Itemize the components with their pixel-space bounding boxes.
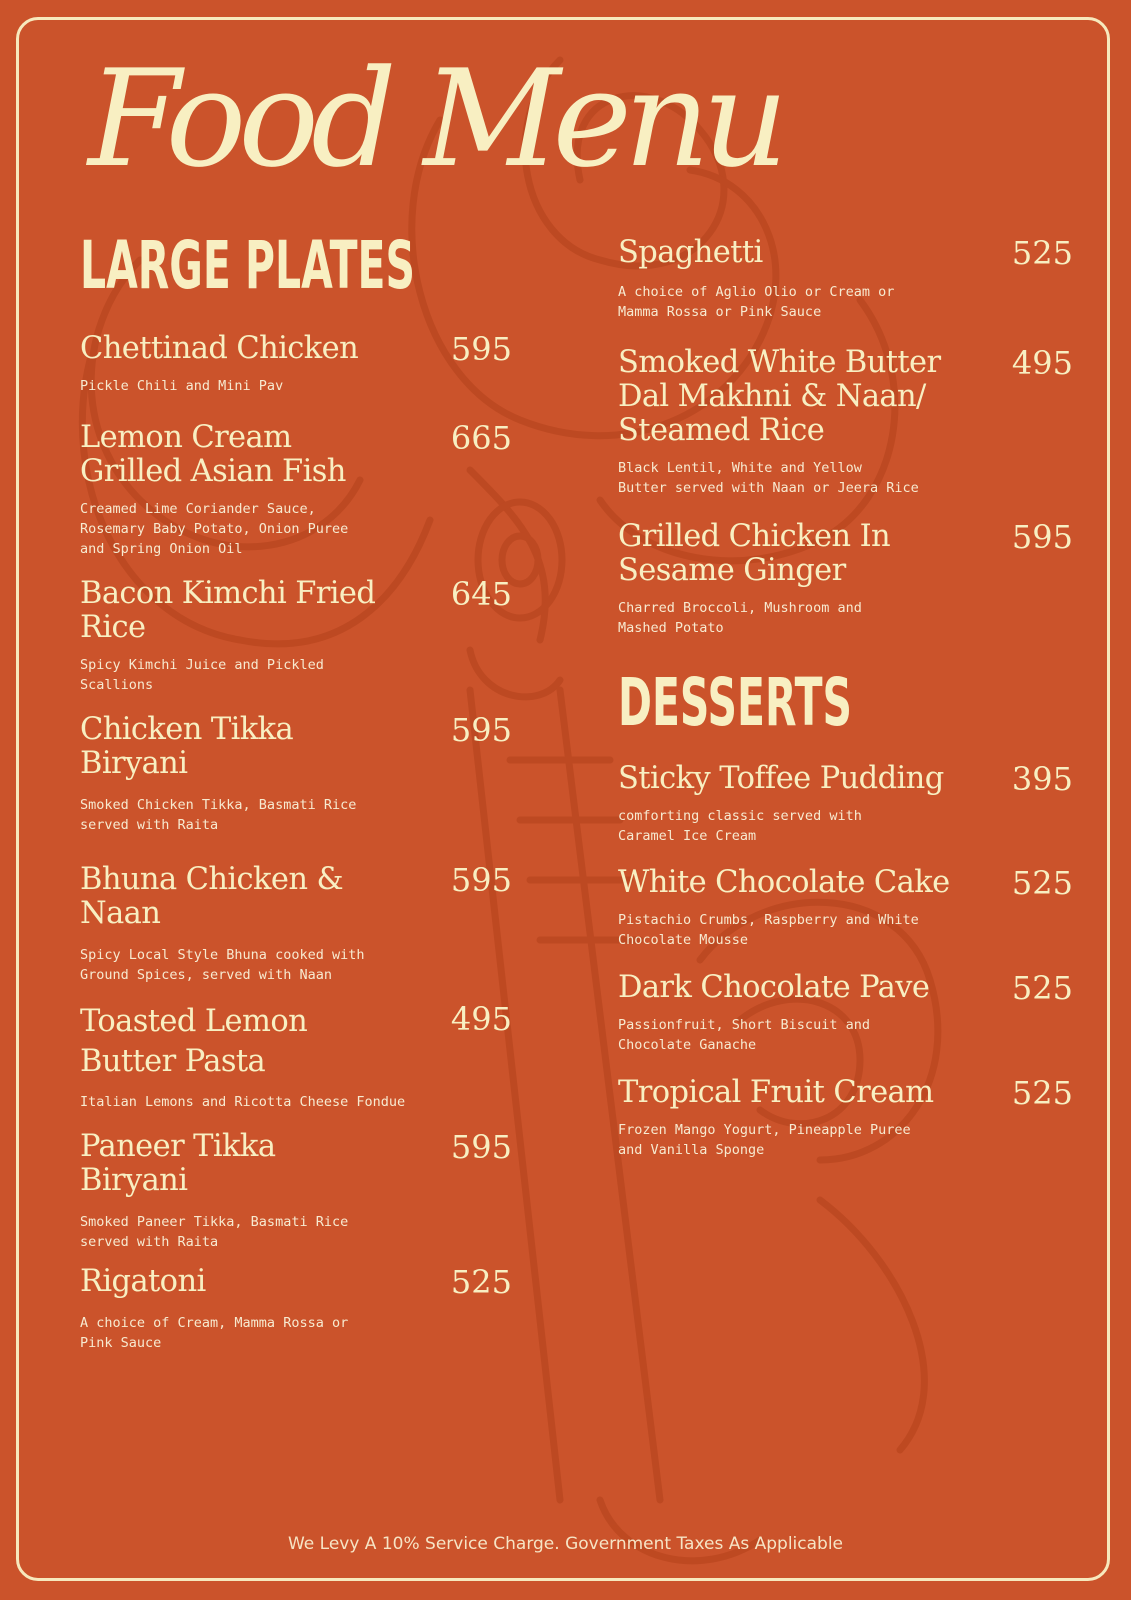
menu-item [618, 520, 1073, 638]
item-name: Tropical Fruit Cream [618, 1075, 934, 1110]
item-price: 645 [450, 575, 512, 613]
item-description: comforting classic served with Caramel Ice Cream [618, 808, 862, 844]
item-price: 525 [1011, 1074, 1073, 1112]
item-price: 595 [1011, 518, 1073, 556]
item-name: Lemon Cream Grilled Asian Fish [80, 420, 346, 489]
menu-item [80, 332, 512, 396]
item-name: Chicken Tikka Biryani [80, 712, 294, 781]
item-price: 665 [450, 419, 512, 457]
item-price: 595 [450, 330, 512, 368]
menu-item [80, 713, 512, 835]
dessert-item [618, 1076, 1073, 1160]
dessert-item [618, 866, 1073, 950]
menu-item [80, 1130, 512, 1252]
item-description: Italian Lemons and Ricotta Cheese Fondue [80, 1094, 406, 1110]
item-description: Spicy Local Style Bhuna cooked with Ground Spices, served with Naan [80, 947, 365, 983]
item-name: White Chocolate Cake [618, 865, 950, 900]
item-name: Toasted Lemon Butter Pasta [80, 1004, 308, 1079]
item-description: Pickle Chili and Mini Pav [80, 378, 284, 394]
large-plates-heading: LARGE PLATES [80, 227, 415, 304]
item-description: Smoked Paneer Tikka, Basmati Rice served with Raita [80, 1214, 349, 1250]
item-name: Grilled Chicken In Sesame Ginger [618, 519, 891, 588]
item-price: 395 [1011, 760, 1073, 798]
item-name: Bacon Kimchi Fried Rice [80, 576, 376, 645]
item-price: 495 [1011, 344, 1073, 382]
item-price: 525 [450, 1263, 512, 1301]
item-description: Creamed Lime Coriander Sauce, Rosemary Baby Potato, Onion Puree and Spring Onion Oil [80, 501, 349, 557]
item-price: 525 [1011, 969, 1073, 1007]
desserts-heading: DESSERTS [618, 664, 853, 741]
item-name: Bhuna Chicken & Naan [80, 862, 344, 931]
menu-item [80, 1265, 512, 1353]
item-price: 495 [450, 1000, 512, 1038]
item-description: A choice of Aglio Olio or Cream or Mamma Rossa or Pink Sauce [618, 284, 895, 320]
item-price: 595 [450, 711, 512, 749]
item-name: Chettinad Chicken [80, 331, 359, 366]
item-price: 595 [450, 861, 512, 899]
item-price: 525 [1011, 234, 1073, 272]
menu-item [80, 863, 512, 985]
item-description: Spicy Kimchi Juice and Pickled Scallions [80, 657, 324, 693]
item-description: Pistachio Crumbs, Raspberry and White Chocolate Mousse [618, 912, 919, 948]
menu-title: Food Menu [88, 41, 781, 197]
item-price: 525 [1011, 864, 1073, 902]
menu-item [618, 346, 1073, 498]
item-description: Smoked Chicken Tikka, Basmati Rice served with Raita [80, 797, 357, 833]
item-name: Rigatoni [80, 1264, 206, 1299]
item-description: Passionfruit, Short Biscuit and Chocolate Ganache [618, 1017, 870, 1053]
service-charge-note: We Levy A 10% Service Charge. Government Taxes As Applicable [287, 1534, 844, 1554]
menu-item [618, 236, 1073, 322]
item-description: A choice of Cream, Mamma Rossa or Pink Sauce [80, 1315, 349, 1351]
item-description: Black Lentil, White and Yellow Butter served with Naan or Jeera Rice [618, 460, 919, 496]
item-name: Spaghetti [618, 235, 763, 270]
dessert-item [618, 971, 1073, 1055]
item-name: Sticky Toffee Pudding [618, 761, 944, 796]
dessert-item [618, 762, 1073, 846]
item-name: Smoked White Butter Dal Makhni & Naan/ Steamed Rice [618, 345, 941, 448]
item-price: 595 [450, 1128, 512, 1166]
menu-item [80, 1002, 512, 1112]
menu-item [80, 577, 512, 695]
item-name: Dark Chocolate Pave [618, 970, 930, 1005]
item-name: Paneer Tikka Biryani [80, 1129, 276, 1198]
item-description: Frozen Mango Yogurt, Pineapple Puree and Vanilla Sponge [618, 1122, 911, 1158]
item-description: Charred Broccoli, Mushroom and Mashed Potato [618, 600, 862, 636]
menu-item [80, 421, 512, 559]
